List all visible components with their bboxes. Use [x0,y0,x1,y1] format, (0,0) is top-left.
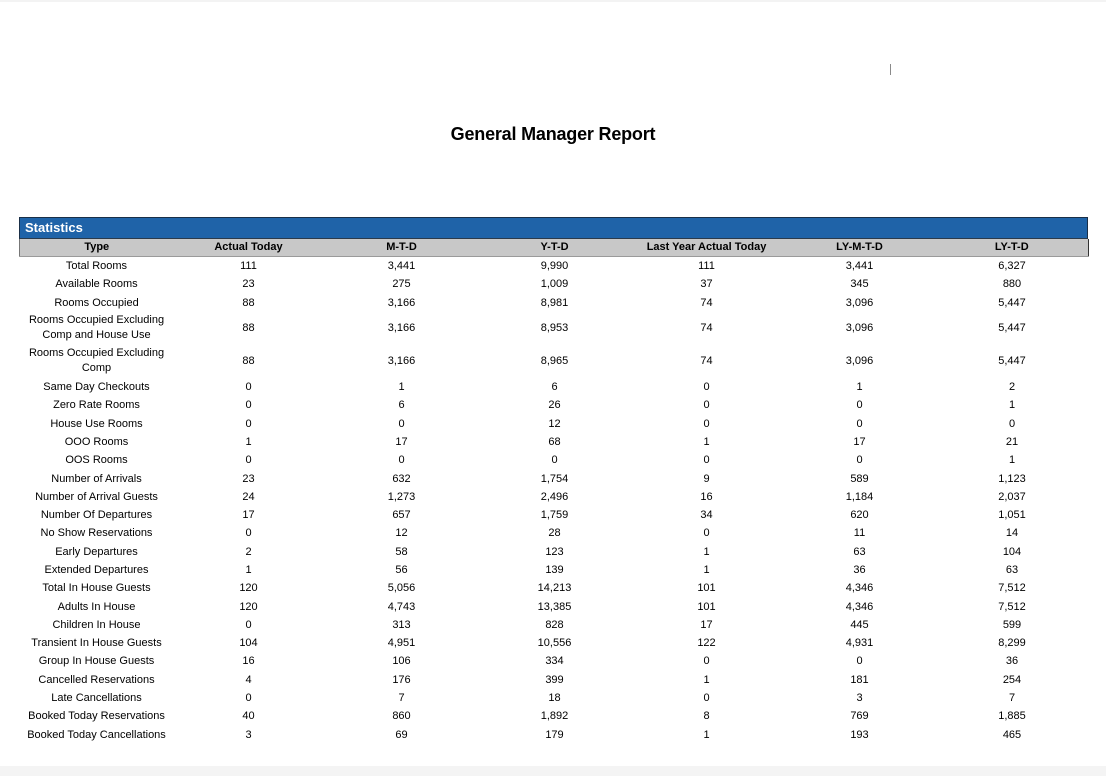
cell-ly-td: 1,123 [998,472,1026,485]
table-row [20,345,1089,378]
table-row [20,652,1089,670]
cell-last-year-actual-today: 9 [703,472,710,485]
cell-ly-mtd: 3,096 [845,296,874,309]
cell-ytd: 8,981 [540,296,569,309]
cell-last-year-actual-today: 0 [703,381,710,394]
cell-ly-td: 63 [1005,564,1019,576]
cell-ly-td: 5,447 [998,354,1026,367]
cell-ly-mtd: 3 [856,692,863,705]
cell-last-year-actual-today: 17 [700,618,713,631]
table-row [20,433,1089,451]
cell-ly-td: 7,512 [998,600,1026,613]
row-label: Booked Today Cancellations [27,728,166,741]
table-row [20,671,1089,689]
column-header-ly-td: LY-T-D [936,239,1089,257]
table-row [20,396,1089,414]
cell-mtd: 3,166 [387,354,416,367]
cell-last-year-actual-today: 1 [703,728,710,741]
cell-ytd: 8,965 [540,354,569,367]
statistics-section [19,217,1088,744]
table-header-row [20,239,1089,257]
cell-mtd: 1,273 [387,490,416,503]
cell-mtd: 106 [392,655,411,668]
cell-mtd: 3,441 [387,260,416,273]
cell-ly-td: 1 [1008,399,1016,412]
cell-ly-td: 1 [1008,454,1016,467]
column-header-actual-today: Actual Today [174,239,324,257]
cell-ly-mtd: 3,096 [845,321,874,334]
row-label: Rooms Occupied Excluding Comp and House Use [28,314,165,342]
column-header-mtd: M-T-D [324,239,480,257]
cell-actual-today: 88 [242,354,255,367]
cell-ly-td: 14 [1005,527,1019,540]
cell-mtd: 69 [395,728,408,741]
cell-last-year-actual-today: 74 [700,321,713,334]
cell-last-year-actual-today: 74 [700,354,713,367]
row-label: Transient In House Guests [31,637,162,650]
cell-mtd: 275 [392,278,411,291]
cell-last-year-actual-today: 0 [703,527,710,540]
cell-last-year-actual-today: 0 [703,655,710,668]
row-label: Number of Arrivals [51,472,142,485]
cell-ly-td: 7,512 [998,582,1026,595]
cell-actual-today: 0 [245,417,252,430]
cell-actual-today: 88 [242,321,255,334]
cell-ly-td: 880 [1002,278,1022,291]
column-header-ly-mtd: LY-M-T-D [784,239,936,257]
cell-ly-td: 36 [1005,655,1019,668]
cell-actual-today: 2 [245,545,252,558]
cell-mtd: 6 [398,399,405,412]
row-label: Number of Arrival Guests [35,490,158,503]
cell-ytd: 123 [545,545,564,558]
cell-last-year-actual-today: 0 [703,454,710,467]
cell-mtd: 0 [398,417,405,430]
cell-last-year-actual-today: 37 [700,278,713,291]
cell-last-year-actual-today: 8 [703,710,710,723]
cell-ytd: 2,496 [540,490,569,503]
column-header-type: Type [20,239,174,257]
cell-last-year-actual-today: 0 [703,692,710,705]
cell-last-year-actual-today: 74 [700,296,713,309]
table-row [20,469,1089,487]
row-label: OOS Rooms [65,454,128,467]
table-row [20,597,1089,615]
cell-mtd: 1 [398,381,405,394]
cell-ytd: 14,213 [537,582,572,595]
cell-actual-today: 0 [245,618,252,631]
cell-ly-td: 5,447 [998,321,1026,334]
row-label: Rooms Occupied [54,296,139,309]
cell-ly-td: 7 [1008,692,1016,705]
cell-mtd: 3,166 [387,296,416,309]
cell-actual-today: 120 [239,582,258,595]
cell-actual-today: 4 [245,673,252,686]
cell-ytd: 139 [545,564,564,576]
cell-mtd: 12 [395,527,408,540]
cell-mtd: 17 [395,435,408,448]
row-label: Total Rooms [65,260,128,273]
cell-ly-mtd: 769 [850,710,869,723]
cell-ly-mtd: 4,346 [845,582,874,595]
cell-last-year-actual-today: 1 [703,564,710,576]
cell-actual-today: 88 [242,296,255,309]
table-row [20,579,1089,597]
cell-actual-today: 0 [245,527,252,540]
table-row [20,506,1089,524]
cell-mtd: 632 [392,472,411,485]
cell-mtd: 58 [395,545,408,558]
cell-ytd: 1,892 [540,710,569,723]
cell-mtd: 56 [395,564,408,576]
column-header-last-year-actual-today: Last Year Actual Today [630,239,784,257]
cell-mtd: 860 [392,710,411,723]
row-label: Zero Rate Rooms [53,399,140,412]
cell-ytd: 8,953 [540,321,569,334]
table-row [20,275,1089,293]
cell-ly-td: 6,327 [998,260,1026,273]
table-row [20,451,1089,469]
cell-actual-today: 0 [245,692,252,705]
report-title: General Manager Report [450,124,656,144]
cell-ly-td: 2 [1008,381,1016,394]
cell-ytd: 1,009 [540,278,569,291]
cell-last-year-actual-today: 0 [703,399,710,412]
cell-actual-today: 16 [242,655,255,668]
cell-ly-mtd: 17 [853,435,866,448]
cell-ly-mtd: 11 [853,527,866,540]
cell-ly-mtd: 4,346 [845,600,874,613]
table-row [20,257,1089,276]
cell-ytd: 9,990 [540,260,569,273]
row-label: Children In House [52,618,141,631]
table-row [20,524,1089,542]
cell-actual-today: 24 [242,490,255,503]
cell-ytd: 179 [545,728,564,741]
cell-last-year-actual-today: 34 [700,509,713,522]
cell-mtd: 0 [398,454,405,467]
table-row [20,561,1089,579]
column-header-ytd: Y-T-D [480,239,630,257]
row-label: Available Rooms [55,278,138,291]
cell-actual-today: 104 [239,637,258,650]
cell-ly-td: 21 [1005,435,1019,448]
row-label: OOO Rooms [64,435,129,448]
cell-ytd: 18 [548,692,561,705]
row-label: Extended Departures [44,564,149,576]
cell-ytd: 828 [545,618,564,631]
cell-ly-mtd: 0 [856,454,863,467]
cell-ly-td: 1,051 [998,509,1026,522]
table-row [20,616,1089,634]
cell-actual-today: 23 [242,472,255,485]
cell-last-year-actual-today: 122 [697,637,716,650]
cell-mtd: 313 [392,618,411,631]
table-row [20,312,1089,345]
row-label: Late Cancellations [51,692,142,705]
cell-ytd: 10,556 [537,637,572,650]
text-cursor-mark [890,64,891,75]
cell-mtd: 176 [392,673,411,686]
table-row [20,726,1089,744]
cell-ly-mtd: 0 [856,399,863,412]
cell-ytd: 28 [548,527,561,540]
cell-ly-td: 254 [1002,673,1022,686]
cell-ytd: 1,754 [540,472,569,485]
row-label: Early Departures [55,545,138,558]
cell-ly-td: 8,299 [998,637,1026,650]
cell-ly-mtd: 620 [850,509,869,522]
row-label: House Use Rooms [50,417,143,430]
cell-ly-td: 1,885 [998,710,1026,723]
cell-ly-mtd: 0 [856,655,863,668]
cell-ly-mtd: 1 [856,381,863,394]
cell-ly-mtd: 345 [850,278,869,291]
cell-last-year-actual-today: 101 [697,582,716,595]
cell-mtd: 7 [398,692,405,705]
row-label: No Show Reservations [40,527,153,540]
row-label: Booked Today Reservations [28,710,165,723]
cell-ly-mtd: 3,441 [845,260,874,273]
cell-ly-mtd: 193 [850,728,869,741]
cell-ly-mtd: 589 [850,472,869,485]
cell-ytd: 68 [548,435,561,448]
cell-ytd: 1,759 [540,509,569,522]
cell-ytd: 399 [545,673,564,686]
cell-last-year-actual-today: 1 [703,673,710,686]
table-row [20,414,1089,432]
row-label: Same Day Checkouts [43,381,150,394]
cell-last-year-actual-today: 111 [698,260,715,273]
cell-actual-today: 0 [245,454,252,467]
cell-actual-today: 17 [242,509,255,522]
cell-ytd: 334 [545,655,564,668]
cell-mtd: 4,951 [387,637,416,650]
cell-actual-today: 120 [239,600,258,613]
section-header-statistics: Statistics [19,217,1088,239]
table-row [20,378,1089,396]
cell-ytd: 0 [551,454,558,467]
row-label: Total In House Guests [42,582,151,595]
cell-ly-td: 0 [1008,417,1016,430]
cell-last-year-actual-today: 1 [703,545,710,558]
table-row [20,543,1089,561]
cell-ytd: 12 [548,417,561,430]
viewer-bottom-edge [0,766,1106,776]
row-label: Adults In House [57,600,136,613]
row-label: Rooms Occupied Excluding Comp [28,347,165,375]
cell-ly-td: 104 [1002,545,1022,558]
cell-mtd: 5,056 [387,582,416,595]
row-label: Cancelled Reservations [38,673,155,686]
row-label: Number Of Departures [40,509,153,522]
cell-actual-today: 1 [245,564,252,576]
cell-ly-mtd: 3,096 [845,354,874,367]
cell-ly-td: 2,037 [998,490,1026,503]
cell-ly-mtd: 0 [856,417,863,430]
cell-ly-td: 465 [1002,728,1022,741]
cell-actual-today: 1 [245,435,252,448]
cell-ly-mtd: 4,931 [845,637,874,650]
table-row [20,488,1089,506]
cell-ytd: 26 [548,399,561,412]
row-label: Group In House Guests [38,655,155,668]
cell-last-year-actual-today: 1 [703,435,710,448]
cell-actual-today: 111 [240,260,257,273]
cell-mtd: 657 [392,509,411,522]
cell-ytd: 13,385 [537,600,572,613]
table-row [20,634,1089,652]
cell-last-year-actual-today: 16 [700,490,713,503]
cell-last-year-actual-today: 101 [697,600,716,613]
cell-actual-today: 0 [245,399,252,412]
cell-actual-today: 3 [245,728,252,741]
table-row [20,707,1089,725]
cell-ly-mtd: 1,184 [845,490,874,503]
viewer-top-edge [0,0,1106,2]
cell-actual-today: 0 [245,381,252,394]
statistics-table [19,239,1089,744]
table-row [20,294,1089,312]
cell-ly-td: 599 [1002,618,1022,631]
cell-last-year-actual-today: 0 [703,417,710,430]
cell-ytd: 6 [551,381,558,394]
cell-actual-today: 40 [242,710,255,723]
cell-ly-mtd: 445 [850,618,869,631]
cell-ly-mtd: 36 [853,564,866,576]
cell-actual-today: 23 [242,278,255,291]
cell-ly-mtd: 181 [850,673,869,686]
table-row [20,689,1089,707]
cell-mtd: 4,743 [387,600,416,613]
cell-ly-td: 5,447 [998,296,1026,309]
cell-mtd: 3,166 [387,321,416,334]
cell-ly-mtd: 63 [853,545,866,558]
